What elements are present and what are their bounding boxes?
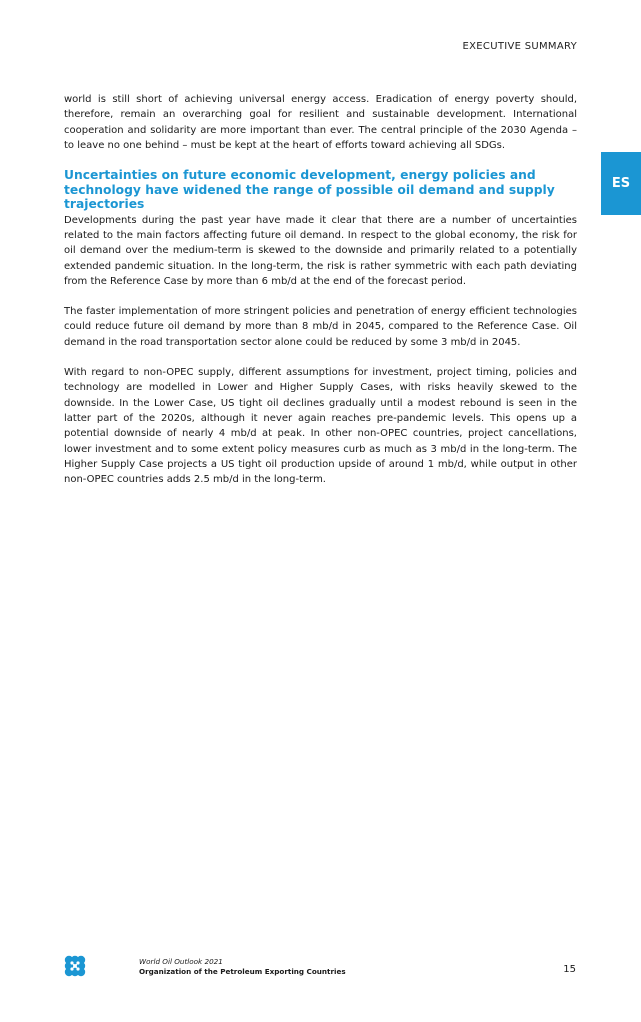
section-tab-label: ES bbox=[611, 176, 631, 191]
section-heading: Uncertainties on future economic development, energy policies and technology have widened the range of possible oil demand and supply trajectories bbox=[64, 168, 555, 212]
body-paragraph: With regard to non-OPEC supply, different assumptions for investment, project timing, policies and technology are modelled in Lower and Higher Supply Cases, with risks heavily skewed to the downside. In the Lower Case, US tight oil declines gradually until a modest rebound is seen in the latter part of the 2020s, although it never again reaches pre-pandemic levels. This opens up a potential downside of nearly 4 mb/d at peak. In other non-OPEC countries, project cancellations, lower investment and to some extent policy measures curb as much as 3 mb/d in the long-term. The Higher Supply Case projects a US tight oil production upside of around 1 mb/d, while output in other non-OPEC countries adds 2.5 mb/d in the long-term. bbox=[64, 367, 577, 486]
section-tab-es[interactable] bbox=[601, 152, 641, 215]
body-paragraph: The faster implementation of more stringent policies and penetration of energy efficient technologies could reduce future oil demand by more than 8 mb/d in 2045, compared to the Reference Case. Oil demand in the road transportation sector alone could be reduced by some 3 mb/d in 2045. bbox=[64, 306, 577, 348]
footer-publication-info bbox=[139, 957, 346, 976]
publication-title: World Oil Outlook 2021 bbox=[139, 957, 223, 966]
opec-logo-icon bbox=[64, 955, 86, 977]
organization-name: Organization of the Petroleum Exporting Countries bbox=[139, 966, 346, 976]
page-number: 15 bbox=[563, 964, 576, 975]
body-paragraph: Developments during the past year have made it clear that there are a number of uncertainties related to the main factors affecting future oil demand. In respect to the global economy, the risk for oil demand over the medium-term is skewed to the downside and primarily related to a potentially extended pandemic situation. In the long-term, the risk is rather symmetric with each path deviating from the Reference Case by more than 6 mb/d at the end of the forecast period. bbox=[64, 214, 577, 287]
running-header: EXECUTIVE SUMMARY bbox=[462, 41, 577, 52]
body-paragraph-continued: world is still short of achieving universal energy access. Eradication of energy poverty should, therefore, remain an overarching goal for resilient and sustainable development. International cooperation and solidarity are more important than ever. The central principle of the 2030 Agenda – to leave no one behind – must be kept at the heart of efforts toward achieving all SDGs. bbox=[64, 94, 577, 151]
main-content bbox=[64, 92, 577, 487]
